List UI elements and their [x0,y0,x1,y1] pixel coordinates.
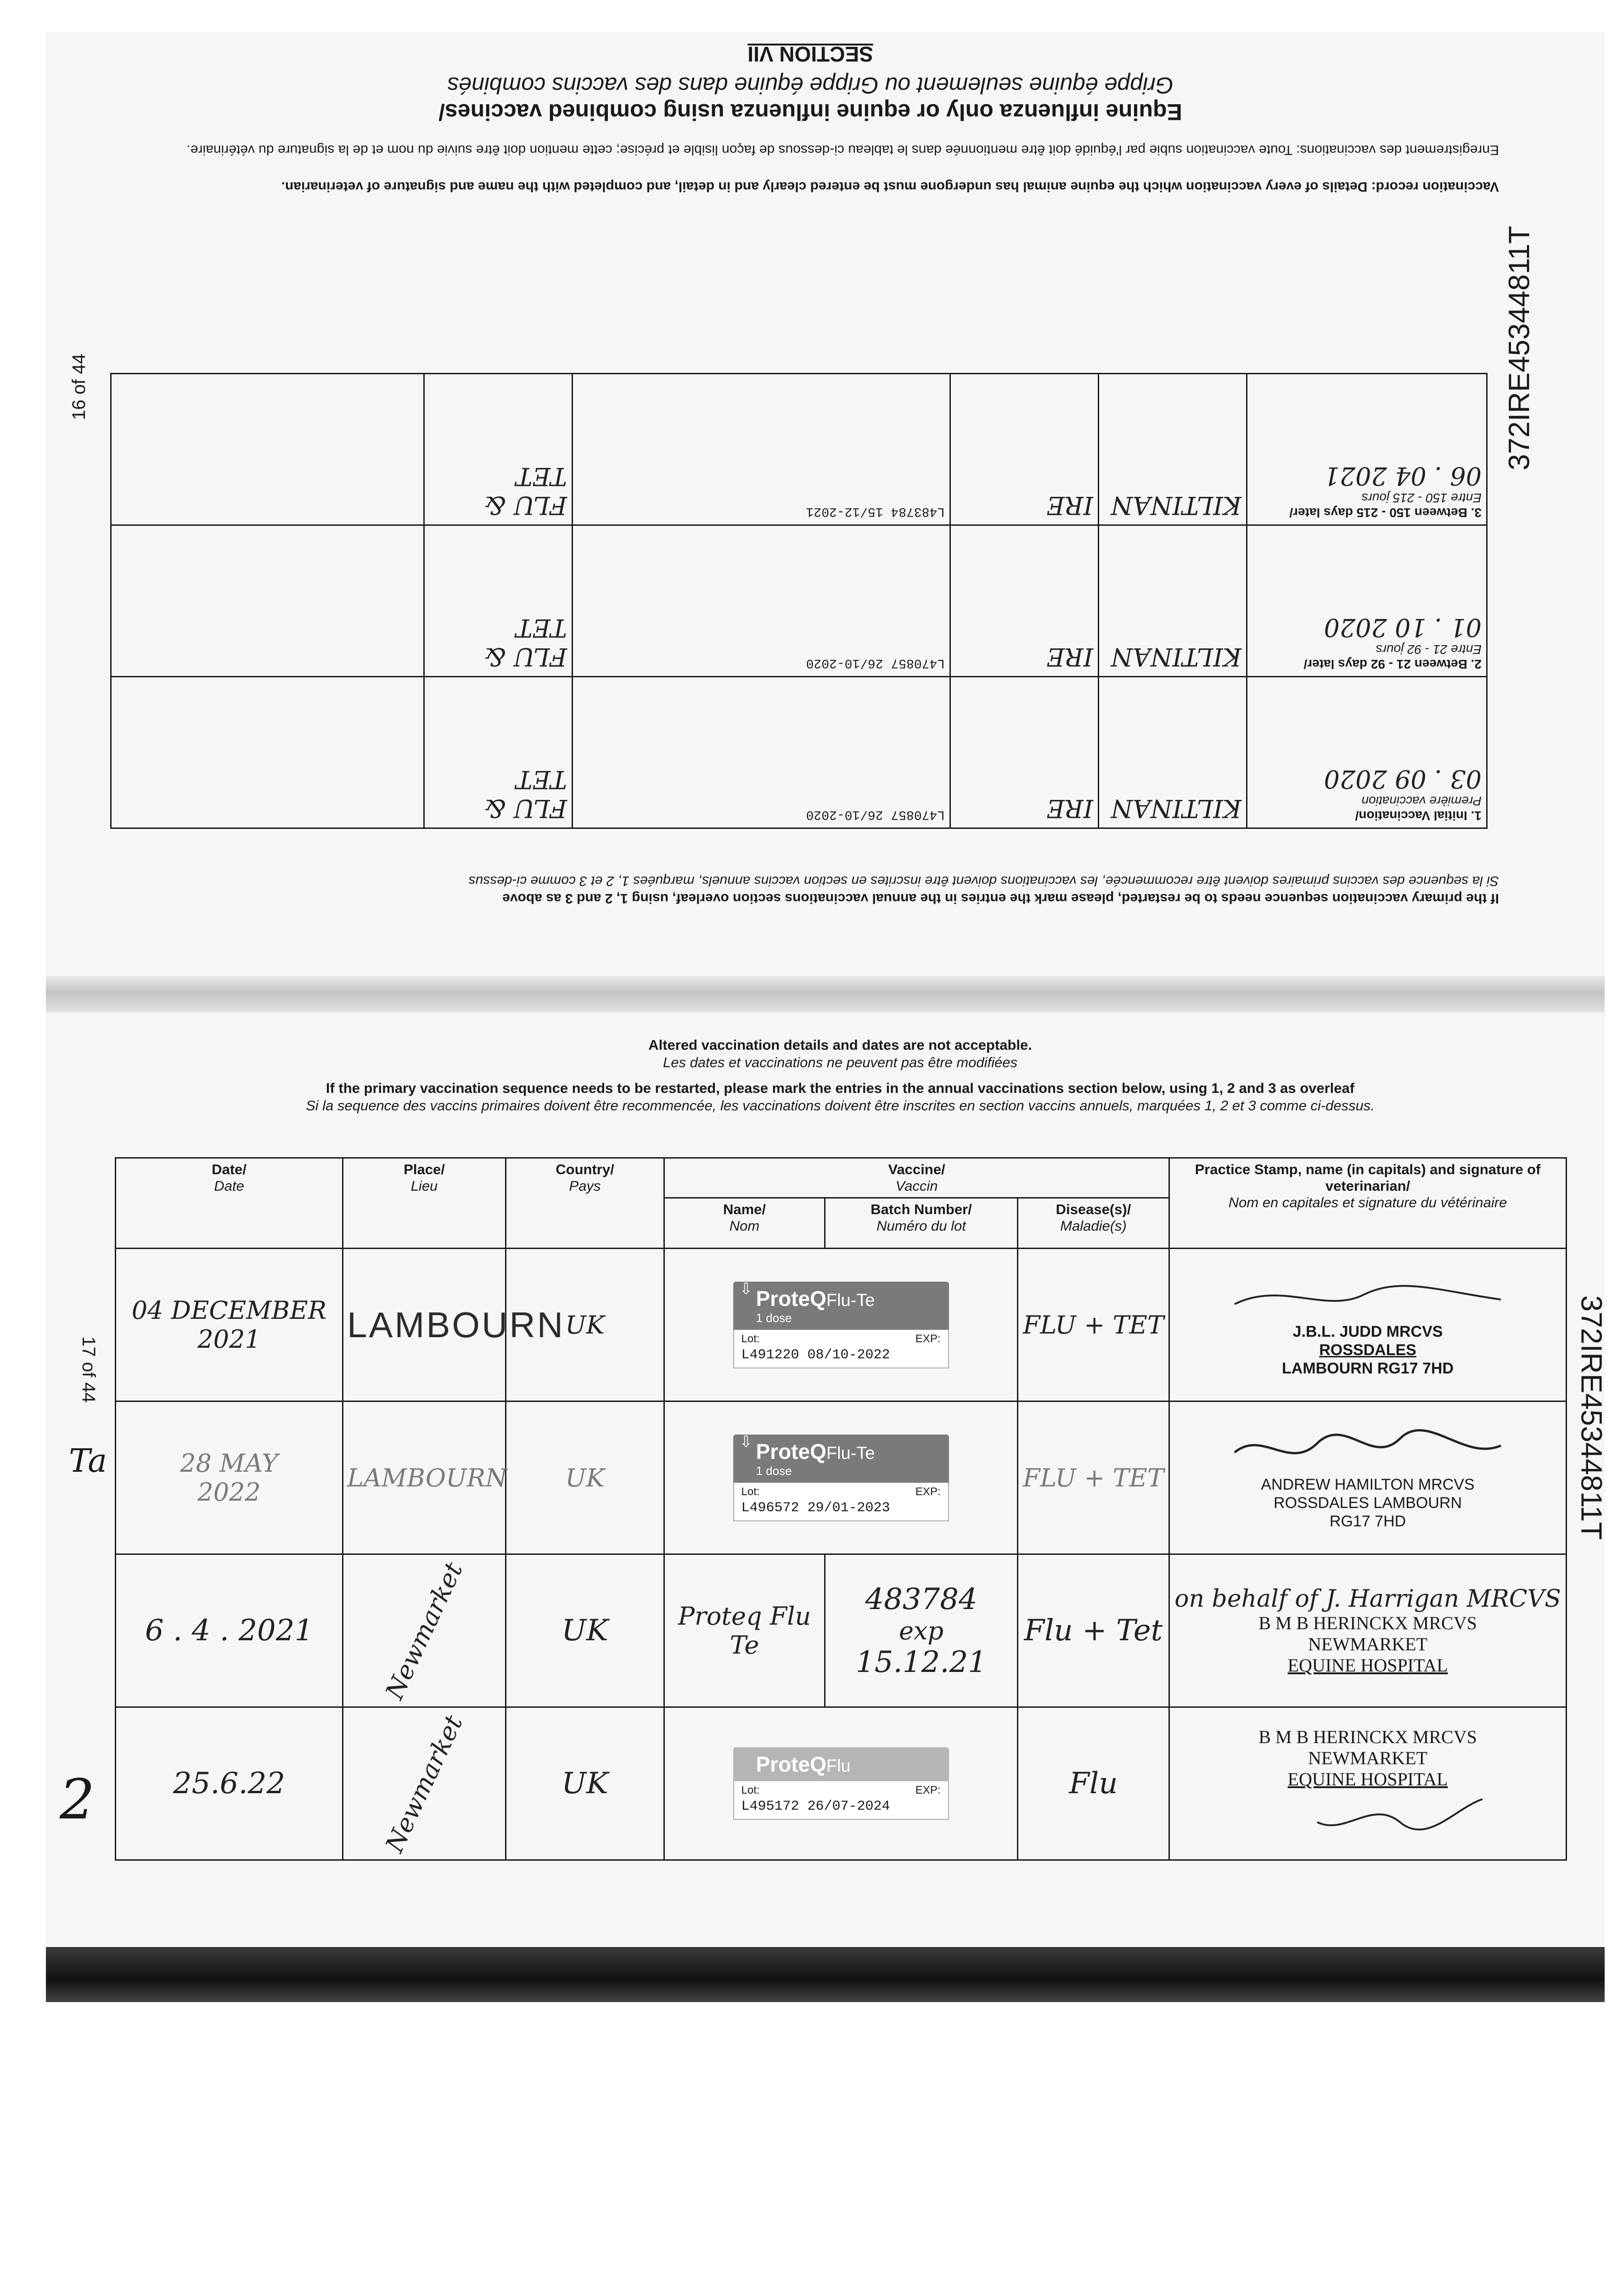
upper-date: 06 . 04 2021 [1324,461,1482,490]
upper-page-section-vii [0,0,1623,976]
upper-page-number: 16 of 44 [69,354,90,420]
batch-cell: 483784 exp 15.12.21 [825,1554,1018,1707]
header-practice-stamp: Practice Stamp, name (in capitals) and signature of veterinarian/ Nom en capitales et signature du vétérinaire [1169,1158,1567,1249]
scan-bottom-edge [46,1947,1605,2002]
header-country: Country/ Pays [506,1158,664,1249]
upper-disease: FLU & TET [483,462,567,520]
batch-code: L491220 08/10-2022 [741,1347,890,1363]
signature [1225,1790,1510,1840]
place-cell: LAMBOURN [343,1401,506,1554]
place-cell: Newmarket [343,1554,506,1707]
upper-country: IRE [1046,642,1093,671]
upper-place: KILTINAN [1111,491,1241,520]
arrow-down-icon: ⇩ [739,1433,753,1451]
upper-vaccination-table [110,373,1488,829]
header-place: Place/ Lieu [343,1158,506,1249]
country-cell: UK [506,1249,664,1401]
upper-date: 01 . 10 2020 [1324,613,1482,642]
vaccine-name-cell: Proteq Flu Te [664,1554,825,1707]
disease-cell: Flu + Tet [1018,1554,1169,1707]
heading-en: Equine influenza only or equine influenza using combined vaccines/ [438,99,1182,125]
restart-notice-en: If the primary vaccination sequence needs to be restarted, please mark the entries in the annual vaccinations section below, using 1, 2 and 3 as overleaf [326,1080,1355,1096]
upper-stage: 1. Initial Vaccination/ [1355,809,1482,823]
on-behalf-note: on behalf of J. Harrigan MRCVS [1174,1585,1561,1613]
country-cell: UK [506,1401,664,1554]
country-cell: UK [506,1554,664,1707]
margin-mark: 2 [60,1768,95,1832]
upper-place: KILTINAN [1111,642,1241,671]
batch-code: L496572 29/01-2023 [741,1500,890,1516]
stamp-cell: ANDREW HAMILTON MRCVS ROSSDALES LAMBOURN RG17 7HD [1169,1401,1567,1554]
restart-notice-fr: Si la sequence des vaccins primaires doivent être recommencée, les vaccinations doivent être inscrites en section vaccins annuels, marquées 1, 2 et 3 comme ci-dessus. [306,1097,1375,1114]
upper-restart-en: If the primary vaccination sequence needs to be restarted, please mark the entries in the annual vaccinations section overleaf, using 1, 2 and 3 as above [502,891,1499,906]
upper-batch: L483784 15/12-2021 [806,504,945,518]
date-cell: 28 MAY 2022 [116,1401,343,1554]
altered-notice-fr: Les dates et vaccinations ne peuvent pas être modifiées [663,1054,1018,1070]
upper-row-1 [111,677,1487,828]
heading-fr: Grippe équine seulement ou Grippe équine dans des vaccins combinés [447,73,1174,98]
upper-disease: FLU & TET [483,613,567,671]
stamp-cell: J.B.L. JUDD MRCVS ROSSDALES LAMBOURN RG17 7HD [1169,1249,1567,1401]
upper-place: KILTINAN [1111,794,1241,823]
table-header-row [116,1158,1567,1198]
header-name: Name/ Nom [664,1198,825,1249]
upper-row-2 [111,525,1487,677]
vaccination-table [115,1157,1567,1861]
vaccine-label-cell [664,1249,1018,1401]
record-note-en: Vaccination record: Details of every vaccination which the equine animal has undergone must be entered clearly and in detail, and completed with the name and signature of veterinarian. [281,179,1499,194]
altered-notice-en: Altered vaccination details and dates are not acceptable. [648,1037,1032,1053]
date-cell: 04 DECEMBER 2021 [116,1249,343,1401]
batch-code: L495172 26/07-2024 [741,1799,890,1814]
upper-passport-id: 372IRE45344811T [1502,225,1536,471]
header-vaccine: Vaccine/ Vaccin [664,1158,1169,1198]
vaccine-sticker: ⇩ ProteQFlu-Te 1 dose Lot: EXP: L496572 29/01-2023 [733,1435,949,1521]
upper-stage-fr: Première vaccination [1361,794,1482,808]
upper-row-3 [111,374,1487,525]
vaccine-label-cell [664,1401,1018,1554]
disease-cell: FLU + TET [1018,1401,1169,1554]
stamp-cell: on behalf of J. Harrigan MRCVS B M B HERINCKX MRCVS NEWMARKET EQUINE HOSPITAL [1169,1554,1567,1707]
passport-id: 372IRE45344811T [1575,1295,1608,1540]
section-heading [99,72,1522,125]
header-disease: Disease(s)/ Maladie(s) [1018,1198,1169,1249]
signature [1225,1425,1510,1475]
upper-batch: L470857 26/10-2020 [806,656,945,670]
stamp-cell: B M B HERINCKX MRCVS NEWMARKET EQUINE HOSPITAL [1169,1707,1567,1860]
place-cell: Newmarket [343,1707,506,1860]
upper-batch: L470857 26/10-2020 [806,807,945,822]
vaccine-sticker: ProteQFlu Lot: EXP: L495172 26/07-2024 [733,1747,949,1820]
margin-initials: Ta [69,1442,107,1480]
table-row [116,1554,1567,1707]
page-number: 17 of 44 [78,1336,99,1403]
upper-stage: 3. Between 150 - 215 days later/ [1289,506,1482,520]
section-title: SECTION VII [747,42,873,66]
upper-stage-fr: Entre 150 - 215 jours [1361,491,1482,505]
date-cell: 25.6.22 [116,1707,343,1860]
header-batch: Batch Number/ Numéro du lot [825,1198,1018,1249]
date-cell: 6 . 4 . 2021 [116,1554,343,1707]
upper-date: 03 . 09 2020 [1324,765,1482,793]
upper-country: IRE [1046,794,1093,823]
table-row [116,1401,1567,1554]
place-cell: LAMBOURN [343,1249,506,1401]
upper-stage: 2. Between 21 - 92 days later/ [1303,657,1482,671]
page-fold [46,976,1605,1013]
disease-cell: Flu [1018,1707,1169,1860]
upper-restart-fr: Si la sequence des vaccins primaires doivent être recommencée, les vaccinations doivent être inscrites en section vaccins annuels, marquées 1, 2 et 3 comme ci-dessus [468,873,1499,889]
country-cell: UK [506,1707,664,1860]
signature [1225,1272,1510,1322]
upper-stage-fr: Entre 21 - 92 jours [1376,642,1482,657]
upper-country: IRE [1046,491,1093,520]
table-row [116,1249,1567,1401]
vaccine-sticker: ⇩ ProteQFlu-Te 1 dose Lot: EXP: L491220 08/10-2022 [733,1282,949,1368]
header-date: Date/ Date [116,1158,343,1249]
disease-cell: FLU + TET [1018,1249,1169,1401]
arrow-down-icon: ⇩ [739,1280,753,1298]
upper-disease: FLU & TET [483,765,567,823]
record-note-fr: Enregistrement des vaccinations: Toute vaccination subie par l'équidé doit être mentionnée dans le tableau ci-dessous de façon lisible et précise; cette mention doit être suivie du nom et de la signature du vétérinaire. [186,142,1499,158]
table-row [116,1707,1567,1860]
vaccine-label-cell [664,1707,1018,1860]
